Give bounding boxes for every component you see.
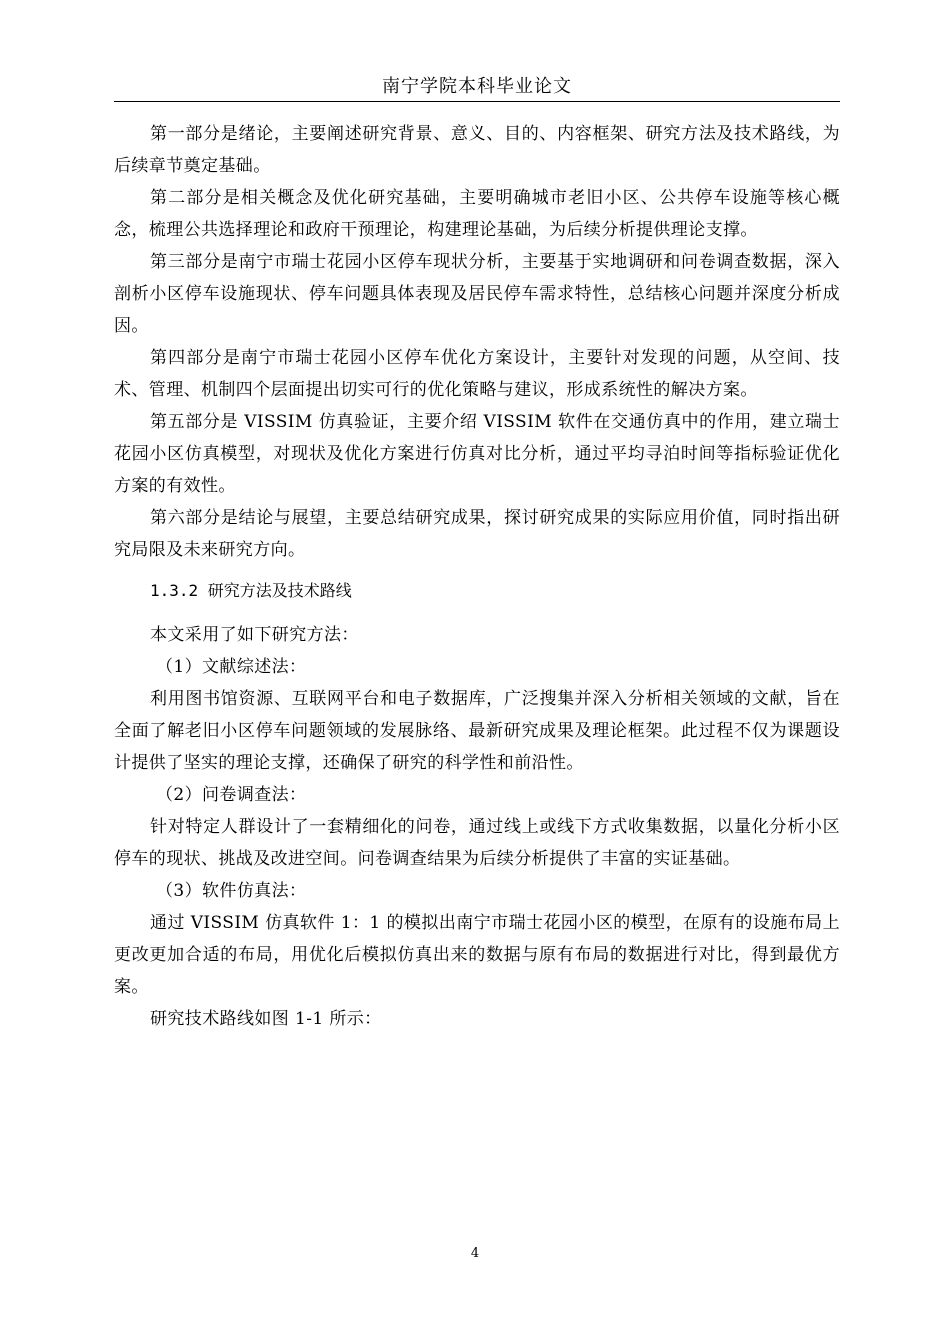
subsection-heading: 1.3.2 研究方法及技术路线 [150,581,352,600]
paragraph-part-two: 第二部分是相关概念及优化研究基础，主要明确城市老旧小区、公共停车设施等核心概念，梳理公共选择理论和政府干预理论，构建理论基础，为后续分析提供理论支撑。 [114,188,840,240]
technical-route-reference: 研究技术路线如图 1-1 所示： [150,1009,382,1029]
paragraph-part-six: 第六部分是结论与展望，主要总结研究成果，探讨研究成果的实际应用价值，同时指出研究局限及未来研究方向。 [114,508,840,560]
page-number: 4 [470,1246,480,1261]
method-text-simulation: 通过 VISSIM 仿真软件 1：1 的模拟出南宁市瑞士花园小区的模型，在原有的设施布局上更改更加合适的布局，用优化后模拟仿真出来的数据与原有布局的数据进行对比，得到最优方案。 [114,913,840,997]
paragraph-part-five: 第五部分是 VISSIM 仿真验证，主要介绍 VISSIM 软件在交通仿真中的作用，建立瑞士花园小区仿真模型，对现状及优化方案进行仿真对比分析，通过平均寻泊时间等指标验证优化方案的有效性。 [114,412,840,496]
page-header: 南宁学院本科毕业论文 [382,76,572,97]
methods-intro: 本文采用了如下研究方法： [150,625,359,645]
body-text [114,118,840,1035]
header-rule [114,101,840,102]
paragraph-part-three: 第三部分是南宁市瑞士花园小区停车现状分析，主要基于实地调研和问卷调查数据，深入剖析小区停车设施现状、停车问题具体表现及居民停车需求特性，总结核心问题并深度分析成因。 [114,252,840,336]
method-text-literature-review: 利用图书馆资源、互联网平台和电子数据库，广泛搜集并深入分析相关领域的文献，旨在全面了解老旧小区停车问题领域的发展脉络、最新研究成果及理论框架。此过程不仅为课题设计提供了坚实的理论支撑，还确保了研究的科学性和前沿性。 [114,689,840,773]
method-title-literature-review: （1）文献综述法： [156,657,307,677]
paragraph-part-four: 第四部分是南宁市瑞士花园小区停车优化方案设计，主要针对发现的问题，从空间、技术、管理、机制四个层面提出切实可行的优化策略与建议，形成系统性的解决方案。 [114,348,840,400]
paragraph-part-one: 第一部分是绪论，主要阐述研究背景、意义、目的、内容框架、研究方法及技术路线，为后续章节奠定基础。 [114,124,840,176]
method-text-questionnaire: 针对特定人群设计了一套精细化的问卷，通过线上或线下方式收集数据，以量化分析小区停车的现状、挑战及改进空间。问卷调查结果为后续分析提供了丰富的实证基础。 [114,817,840,869]
method-title-questionnaire: （2）问卷调查法： [156,785,307,805]
method-title-simulation: （3）软件仿真法： [156,881,307,901]
